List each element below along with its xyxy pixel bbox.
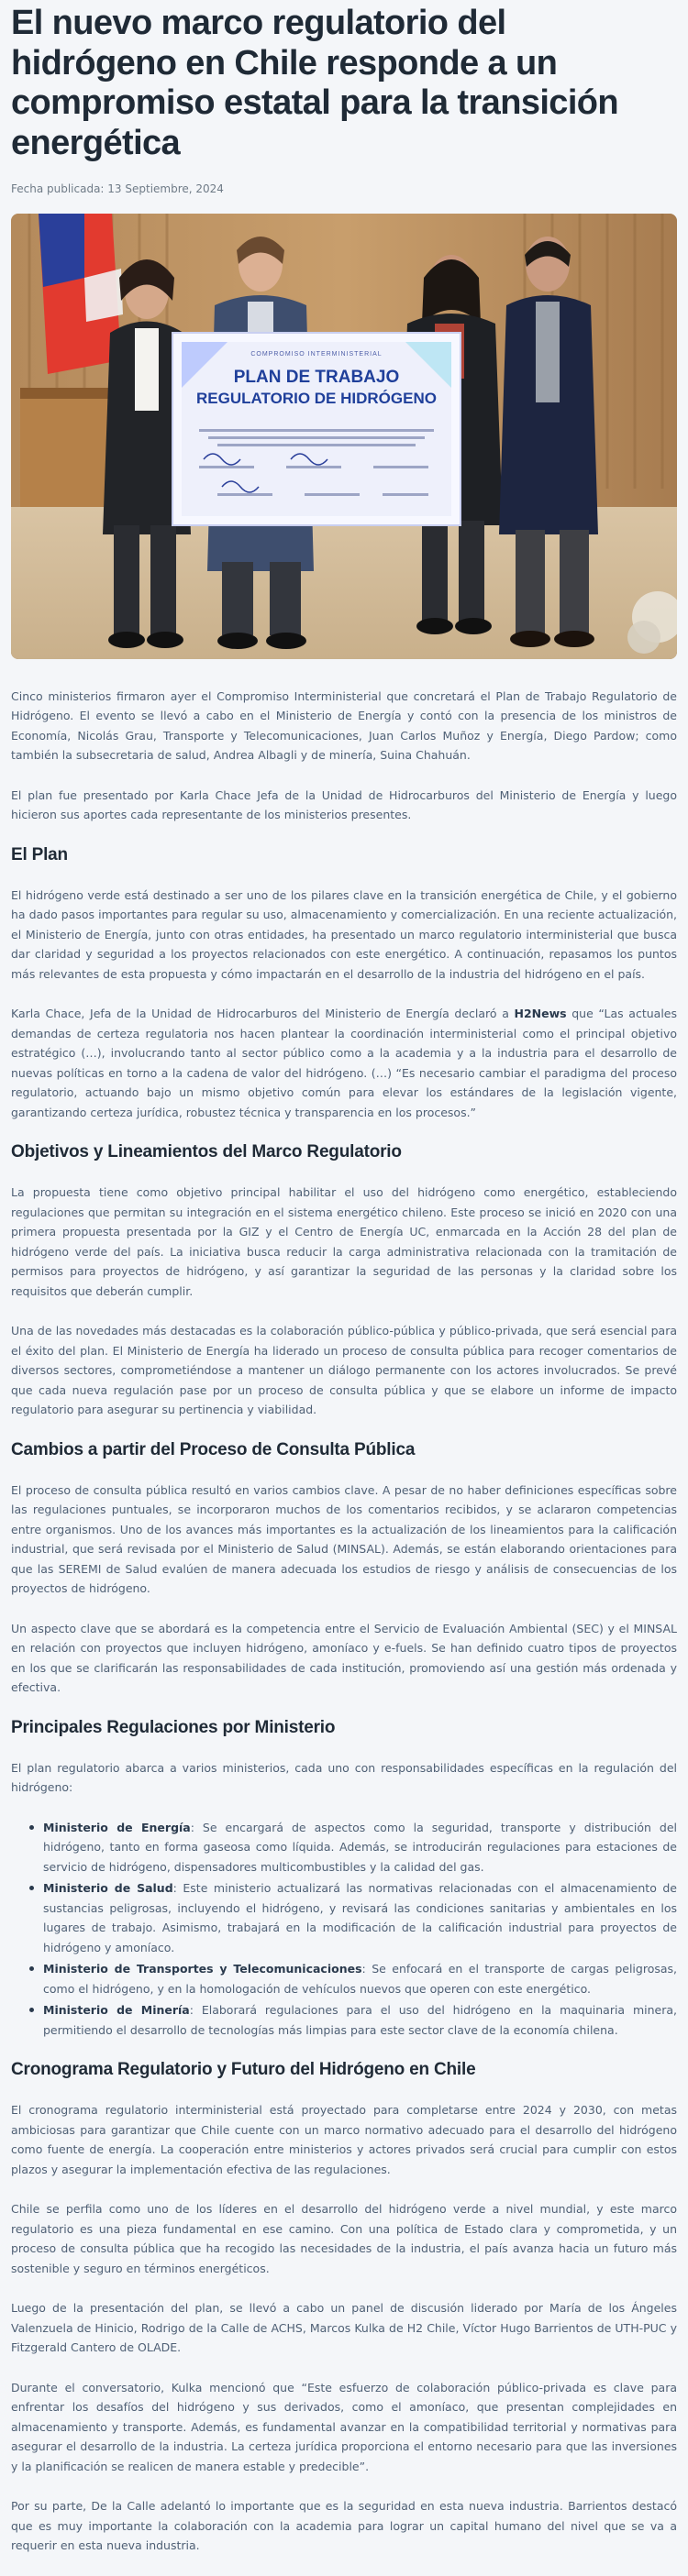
ministry-name: Ministerio de Energía <box>43 1820 191 1834</box>
section-heading-regulaciones: Principales Regulaciones por Ministerio <box>11 1717 336 1737</box>
list-item <box>29 1959 677 1998</box>
list-item <box>29 1878 677 1957</box>
plan-paragraph-2-start: Karla Chace, Jefa de la Unidad de Hidrocarburos del Ministerio de Energía declaró a <box>11 1007 515 1021</box>
poster-title-line-1: PLAN DE TRABAJO <box>233 367 400 387</box>
ministry-description: : Elaborará regulaciones para el uso del hidrógeno en la maquinaria minera, permitiendo el desarrollo de tecnologías más limpias para este sector clave de la economía chilena. <box>43 2003 677 2037</box>
hero-photo-illustration <box>11 214 677 659</box>
section-heading-objetivos: Objetivos y Lineamientos del Marco Regulatorio <box>11 1142 402 1162</box>
section-heading-plan: El Plan <box>11 844 68 864</box>
plan-paragraph-2-quote: que “Las actuales demandas de certeza regulatoria nos hacen plantear la coordinación interministerial como el principal objetivo estratégico (…), involucrando tanto al sector público como a la academia y a la industria para el desarrollo de nuevas políticas en torno a la cadena de valor del hidrógeno. (…) “Es necesario cambiar el paradigma del proceso regulatorio, actuando bajo un mismo objetivo común para elevar los estándares de la legislación vigente, garantizando certeza jurídica, robustez técnica y transparencia en los procesos.” <box>11 1007 677 1119</box>
plan-paragraph-1: El hidrógeno verde está destinado a ser uno de los pilares clave en la transición energética de Chile, y el gobierno ha dado pasos importantes para regular su uso, almacenamiento y comercialización. En una reciente actualización, el Ministerio de Energía, junto con otras entidades, ha presentado un marco regulatorio interministerial que busca dar claridad y seguridad a los proyectos relacionados con este energético. A continuación, repasamos los puntos más relevantes de esta propuesta y cómo impactarán en el desarrollo de la industria del hidrógeno en el país. <box>11 887 677 981</box>
cronograma-paragraph-5: Por su parte, De la Calle adelantó lo importante que es la seguridad en esta nueva industria. Barrientos destacó que es muy importante la colaboración con la academia para lograr un capital humano del nivel que se va a requerir en esta nueva industria. <box>11 2499 677 2553</box>
cambios-paragraph-2: Un aspecto clave que se abordará es la competencia entre el Servicio de Evaluación Ambiental (SEC) y el MINSAL en relación con proyectos que incluyen hidrógeno, amoníaco y e-fuels. Se han definido cuatro tipos de proyectos en los que se clarificarán las responsabilidades de cada institución, promoviendo así una gestión más ordenada y efectiva. <box>11 1621 677 1695</box>
list-item <box>29 1818 677 1877</box>
article-title: El nuevo marco regulatorio del hidrógeno en Chile responde a un compromiso estatal para la transición energética <box>11 4 619 163</box>
ministry-name: Ministerio de Minería <box>43 2003 190 2018</box>
hero-photo <box>11 214 677 659</box>
ministry-description: : Este ministerio actualizará las normativas relacionadas con el almacenamiento de sustancias peligrosas, incluyendo el hidrógeno, y revisará las condiciones sanitarias y ambientales en los lugares de trabajo. Asimismo, trabajará en la modificación de la calificación industrial para proyectos de hidrógeno y amoníaco. <box>43 1881 677 1954</box>
objetivos-paragraph-1: La propuesta tiene como objetivo principal habilitar el uso del hidrógeno como energético, estableciendo regulaciones que permitan su integración en el sistema energético chileno. Este proceso se inició en 2020 con una primera propuesta presentada por la GIZ y el Centro de Energía UC, enmarcada en la Acción 28 del plan de hidrógeno verde del país. La iniciativa busca reducir la carga administrativa relacionada con la tramitación de permisos para proyectos de hidrógeno, y así garantizar la seguridad de las personas y la claridad sobre los requisitos que deberán cumplir. <box>11 1185 677 1298</box>
list-item <box>29 2000 677 2040</box>
cronograma-paragraph-1: El cronograma regulatorio interministerial está proyectado para completarse entre 2024 y 2030, con metas ambiciosas para garantizar que Chile cuente con un marco normativo adecuado para el desarrollo del hidrógeno como fuente de energía. La cooperación entre ministerios y actores privados será crucial para cumplir con estos plazos y asegurar la implementación efectiva de las regulaciones. <box>11 2103 677 2176</box>
ministry-list <box>29 1818 677 2041</box>
cronograma-paragraph-2: Chile se perfila como uno de los líderes en el desarrollo del hidrógeno verde a nivel mundial, y este marco regulatorio es una pieza fundamental en ese camino. Con una política de Estado clara y comprometida, y un proceso de consulta pública que ha recogido las necesidades de la industria, el país avanza hacia un futuro más sostenible y seguro en términos energéticos. <box>11 2202 677 2275</box>
cambios-paragraph-1: El proceso de consulta pública resultó en varios cambios clave. A pesar de no haber definiciones específicas sobre las regulaciones puntuales, se incorporaron muchos de los comentarios recibidos, y se aclararon competencias entre organismos. Uno de los avances más importantes es la actualización de los lineamientos para la calificación industrial, que será revisada por el Ministerio de Salud (MINSAL). Además, se están elaborando orientaciones para que las SEREMI de Salud evalúen de manera adecuada los estudios de riesgo y análisis de consecuencias de los proyectos de hidrógeno. <box>11 1482 677 1596</box>
ministry-name: Ministerio de Transportes y Telecomunicaciones <box>43 1962 362 1976</box>
intro-paragraph-1: Cinco ministerios firmaron ayer el Compromiso Interministerial que concretará el Plan de Trabajo Regulatorio de Hidrógeno. El evento se llevó a cabo en el Ministerio de Energía y contó con la presencia de los ministros de Economía, Nicolás Grau, Transporte y Telecomunicaciones, Juan Carlos Muñoz y Energía, Diego Pardow; como también la subsecretaria de salud, Andrea Albagli y de minería, Suina Chahuán. <box>11 688 677 763</box>
cronograma-paragraph-4: Durante el conversatorio, Kulka mencionó que “Este esfuerzo de colaboración público-privada es clave para enfrentar los desafíos del hidrógeno y sus derivados, como el amoníaco, que presentan complejidades en almacenamiento y transporte. Además, es fundamental avanzar en la compatibilidad territorial y normativas para asegurar el desarrollo de la industria. La certeza jurídica proporciona el entorno necesario para que las inversiones y la planificación se realicen de manera estable y predecible”. <box>11 2380 677 2473</box>
ministry-name: Ministerio de Salud <box>43 1881 173 1896</box>
cronograma-paragraph-3: Luego de la presentación del plan, se llevó a cabo un panel de discusión liderado por María de los Ángeles Valenzuela de Hinicio, Rodrigo de la Calle de ACHS, Marcos Kulka de H2 Chile, Víctor Hugo Barrientos de UTH-PUC y Fitzgerald Cantero de OLADE. <box>11 2301 677 2355</box>
poster-top-label: COMPROMISO INTERMINISTERIAL <box>250 350 383 358</box>
section-heading-cronograma: Cronograma Regulatorio y Futuro del Hidrógeno en Chile <box>11 2060 476 2080</box>
section-heading-cambios: Cambios a partir del Proceso de Consulta Pública <box>11 1439 416 1459</box>
regulaciones-intro: El plan regulatorio abarca a varios ministerios, cada uno con responsabilidades específicas en la regulación del hidrógeno: <box>11 1760 677 1795</box>
ministry-description: : Se enfocará en el transporte de cargas peligrosas, como el hidrógeno, y en la homologación de vehículos nuevos que operen con este energético. <box>43 1962 677 1996</box>
h2news-link[interactable]: H2News <box>514 1007 567 1021</box>
intro-paragraph-2: El plan fue presentado por Karla Chace Jefa de la Unidad de Hidrocarburos del Ministerio de Energía y luego hicieron sus aportes cada representante de los ministerios presentes. <box>11 787 677 822</box>
poster-title-line-2: REGULATORIO DE HIDRÓGENO <box>196 389 437 407</box>
ministry-description: : Se encargará de aspectos como la seguridad, transporte y distribución del hidrógeno, tanto en forma gaseosa como líquida. Además, se introducirán regulaciones para estaciones de servicio de hidrógeno, dispensadores multicombustibles y la calidad del gas. <box>43 1820 677 1874</box>
plan-paragraph-2 <box>11 1004 677 1122</box>
objetivos-paragraph-2: Una de las novedades más destacadas es la colaboración público-pública y público-privada, que será esencial para el éxito del plan. El Ministerio de Energía ha liderado un proceso de consulta pública para recoger comentarios de diversos sectores, comprometiéndose a mantener un diálogo permanente con los actores involucrados. Se prevé que cada nueva regulación pase por un proceso de consulta pública y que se elabore un informe de impacto regulatorio para asegurar su pertinencia y viabilidad. <box>11 1324 677 1417</box>
publish-date: Fecha publicada: 13 Septiembre, 2024 <box>11 182 224 195</box>
